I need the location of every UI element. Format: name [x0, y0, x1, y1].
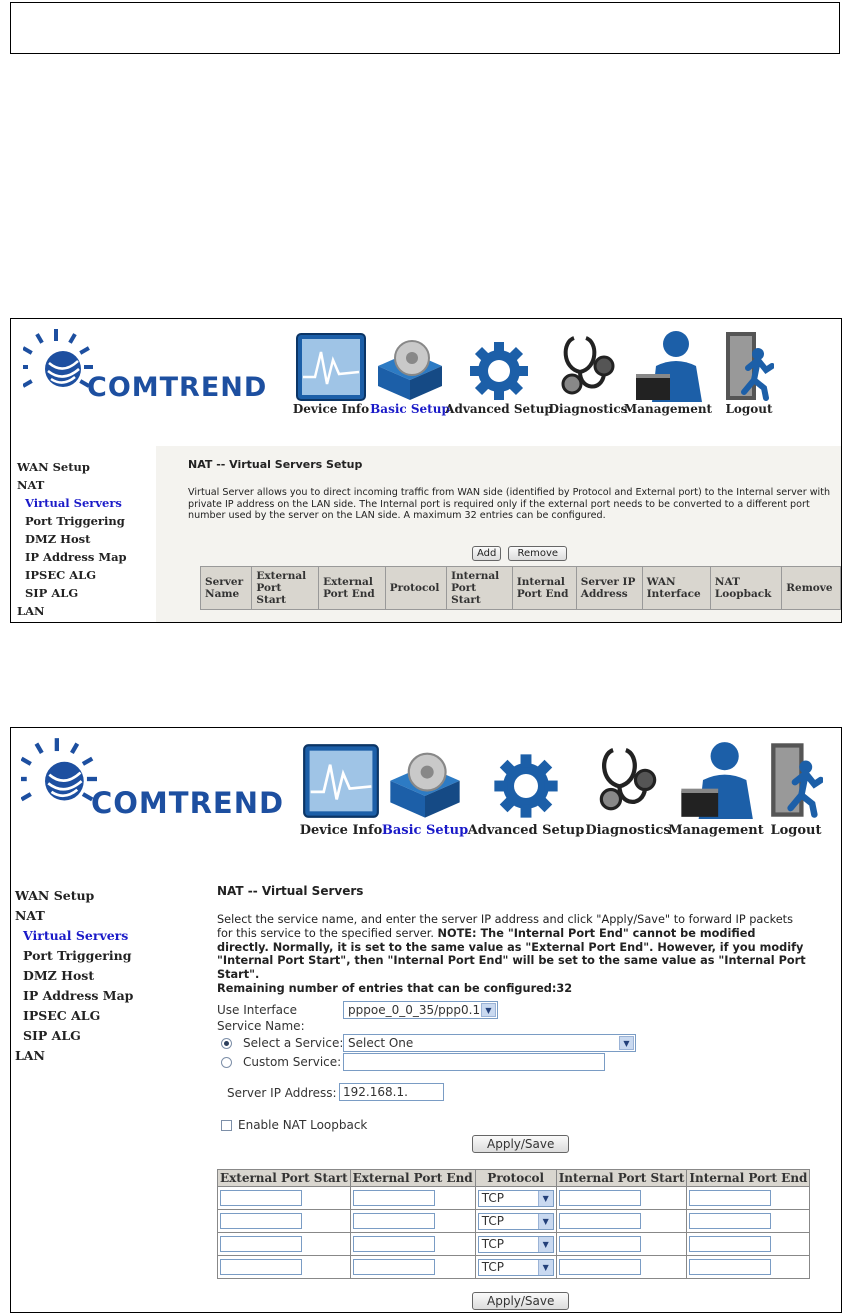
column-header-text: External: [323, 576, 373, 589]
sidebar-item-lan[interactable]: LAN: [17, 604, 45, 618]
select-service-label: Select a Service:: [243, 1036, 344, 1050]
sidebar-item-ip-address-map[interactable]: IP Address Map: [25, 550, 127, 564]
logo-text: COMTREND: [91, 786, 285, 820]
select-service-dropdown[interactable]: [343, 1034, 636, 1052]
header: [11, 728, 841, 859]
header: [11, 319, 841, 447]
table-cell: [556, 1187, 687, 1210]
column-header: [319, 567, 386, 610]
column-header: [782, 567, 841, 610]
external-port-start-input[interactable]: [220, 1259, 302, 1275]
nav-label: Advanced Setup: [467, 823, 585, 838]
table-row: [218, 1210, 810, 1233]
column-header-text: Address: [580, 588, 628, 601]
column-header-text: Remove: [786, 582, 833, 595]
nav-label: Basic Setup: [370, 402, 450, 416]
server-ip-input[interactable]: [339, 1083, 444, 1101]
logo-burst-icon: [23, 327, 93, 407]
nav-label: Device Info: [299, 823, 383, 838]
nav-advanced-setup[interactable]: [467, 732, 585, 838]
stethoscope-icon: [558, 324, 618, 402]
column-header: [447, 567, 513, 610]
sidebar-item-virtual-servers[interactable]: Virtual Servers: [25, 496, 122, 510]
table-cell: [556, 1256, 687, 1279]
screenshot-virtual-servers-form: [10, 727, 842, 1313]
column-header-text: Name: [205, 588, 240, 601]
internal-port-end-input[interactable]: [689, 1190, 771, 1206]
external-port-end-input[interactable]: [353, 1236, 435, 1252]
table-cell: [475, 1256, 556, 1279]
column-header: [576, 567, 642, 610]
column-header: [512, 567, 576, 610]
column-header-text: Port End: [516, 588, 569, 601]
sidebar-item-port-triggering[interactable]: Port Triggering: [25, 514, 125, 528]
protocol-select[interactable]: [478, 1236, 554, 1253]
internal-port-start-input[interactable]: [559, 1259, 641, 1275]
sidebar-item-ipsec-alg[interactable]: IPSEC ALG: [23, 1008, 101, 1023]
table-cell: [218, 1233, 351, 1256]
sidebar-item-nat[interactable]: NAT: [17, 478, 45, 492]
nav-basic-setup[interactable]: [371, 324, 449, 416]
sidebar-item-port-triggering[interactable]: Port Triggering: [23, 948, 132, 963]
chevron-down-icon: ▼: [538, 1260, 553, 1275]
server-ip-label: Server IP Address:: [227, 1086, 337, 1100]
service-name-label: Service Name:: [217, 1019, 305, 1033]
description-text: Select the service name, and enter the server IP address and click "Apply/Save" to forward IP packets for this service to the specified server.: [217, 913, 793, 940]
sidebar-item-sip-alg[interactable]: SIP ALG: [23, 1028, 81, 1043]
device-info-icon: [302, 732, 380, 820]
table-cell: [350, 1187, 475, 1210]
server-ip-value: 192.168.1.: [343, 1085, 408, 1099]
sidebar-item-ipsec-alg[interactable]: IPSEC ALG: [25, 568, 97, 582]
column-header-text: NAT: [714, 576, 740, 589]
column-header-text: Loopback: [714, 588, 772, 601]
protocol-select[interactable]: [478, 1259, 554, 1276]
table-header-row: [218, 1170, 810, 1187]
nav-label: Diagnostics: [585, 823, 671, 838]
external-port-start-input[interactable]: [220, 1236, 302, 1252]
comtrend-logo: [23, 327, 283, 437]
column-header: External Port End: [350, 1170, 475, 1187]
nav-management[interactable]: [668, 732, 764, 838]
column-header-text: Internal: [516, 576, 565, 589]
table-cell: [350, 1256, 475, 1279]
management-icon: [632, 324, 704, 402]
external-port-start-input[interactable]: [220, 1190, 302, 1206]
column-header-text: Protocol: [389, 582, 440, 595]
description-note: NOTE: The "Internal Port End" cannot be modified directly. Normally, it is set to the same value as "External Port End". However, if you modify "Internal Port Start", then "Internal Port End" will be set to the same value as "Internal Port Start".: [217, 926, 806, 982]
nat-loopback-checkbox[interactable]: [221, 1120, 232, 1131]
table-cell: [350, 1210, 475, 1233]
main-panel: [156, 446, 841, 622]
table-cell: [475, 1233, 556, 1256]
chevron-down-icon: ▼: [619, 1036, 634, 1050]
nav-management[interactable]: [623, 324, 713, 416]
table-row: [218, 1187, 810, 1210]
sidebar-item-dmz-host[interactable]: DMZ Host: [25, 532, 91, 546]
column-header-text: Internal: [451, 570, 500, 582]
top-border-box: [10, 2, 840, 54]
table-cell: [687, 1187, 810, 1210]
gear-icon: [490, 732, 562, 820]
page-title: NAT -- Virtual Servers Setup: [188, 458, 363, 471]
internal-port-end-input[interactable]: [689, 1213, 771, 1229]
nav-basic-setup[interactable]: [383, 732, 467, 838]
sidebar-item-wan-setup[interactable]: WAN Setup: [17, 460, 90, 474]
device-info-icon: [295, 324, 367, 402]
protocol-value: TCP: [481, 1214, 504, 1228]
page-description: Virtual Server allows you to direct incoming traffic from WAN side (identified by Protocol and External port) to the Internal server with private IP address on the LAN side. The Internal port is required only if the external port needs to be converted to a different port number used by the server on the LAN side. A maximum 32 entries can be configured.: [188, 487, 831, 521]
screenshot-virtual-servers-setup: [10, 318, 842, 623]
column-header-text: Server IP: [580, 576, 636, 589]
sidebar-item-sip-alg[interactable]: SIP ALG: [25, 586, 79, 600]
table-row: [218, 1233, 810, 1256]
column-header: [201, 567, 252, 610]
table-cell: [475, 1187, 556, 1210]
use-interface-select[interactable]: [343, 1001, 498, 1019]
column-header: Internal Port Start: [556, 1170, 687, 1187]
column-header: External Port Start: [218, 1170, 351, 1187]
column-header: [642, 567, 710, 610]
top-nav: [291, 324, 789, 416]
nav-label: Management: [668, 823, 764, 838]
sidebar-item-wan-setup[interactable]: WAN Setup: [15, 888, 95, 903]
internal-port-end-input[interactable]: [689, 1259, 771, 1275]
virtual-server-form: [181, 858, 841, 1312]
nav-label: Logout: [725, 402, 773, 416]
external-port-start-input[interactable]: [220, 1213, 302, 1229]
internal-port-end-input[interactable]: [689, 1236, 771, 1252]
sidebar: [11, 446, 162, 623]
column-header-text: Port End: [323, 588, 375, 601]
select-service-value: Select One: [348, 1036, 414, 1050]
sidebar-item-dmz-host[interactable]: DMZ Host: [23, 968, 95, 983]
virtual-servers-table: [200, 566, 841, 610]
column-header-text: External: [256, 570, 307, 582]
external-port-end-input[interactable]: [353, 1190, 435, 1206]
table-cell: [218, 1187, 351, 1210]
column-header-text: Interface: [646, 588, 701, 601]
use-interface-label: Use Interface: [217, 1003, 297, 1017]
use-interface-value: pppoe_0_0_35/ppp0.1: [348, 1003, 481, 1017]
management-icon: [677, 732, 755, 820]
column-header: [385, 567, 446, 610]
basic-setup-icon: [386, 732, 464, 820]
nav-label: Management: [623, 402, 713, 416]
table-cell: [687, 1210, 810, 1233]
column-header: [252, 567, 319, 610]
protocol-value: TCP: [481, 1260, 504, 1274]
sidebar-item-nat[interactable]: NAT: [15, 908, 45, 923]
select-service-radio[interactable]: [221, 1038, 232, 1049]
table-cell: [218, 1210, 351, 1233]
internal-port-start-input[interactable]: [559, 1236, 641, 1252]
table-header-row: [201, 567, 841, 610]
table-cell: [475, 1210, 556, 1233]
protocol-select[interactable]: [478, 1190, 554, 1207]
internal-port-start-input[interactable]: [559, 1190, 641, 1206]
nav-diagnostics[interactable]: [549, 324, 627, 416]
sidebar-item-lan[interactable]: LAN: [15, 1048, 45, 1063]
logo-text: COMTREND: [87, 372, 268, 403]
column-header: Protocol: [475, 1170, 556, 1187]
custom-service-label: Custom Service:: [243, 1055, 342, 1069]
nav-label: Advanced Setup: [445, 402, 553, 416]
main-panel: [181, 858, 841, 1312]
protocol-value: TCP: [481, 1191, 504, 1205]
apply-save-button[interactable]: Apply/Save: [472, 1135, 569, 1153]
column-header: [710, 567, 781, 610]
custom-service-radio[interactable]: [221, 1057, 232, 1068]
chevron-down-icon: ▼: [538, 1214, 553, 1229]
top-nav: [299, 732, 831, 838]
comtrend-logo: [21, 736, 306, 846]
nav-logout[interactable]: [709, 324, 789, 416]
logout-icon: [769, 732, 823, 820]
protocol-select[interactable]: [478, 1213, 554, 1230]
column-header: Internal Port End: [687, 1170, 810, 1187]
basic-setup-icon: [374, 324, 446, 402]
external-port-end-input[interactable]: [353, 1259, 435, 1275]
table-cell: [556, 1210, 687, 1233]
nav-device-info[interactable]: [291, 324, 371, 416]
table-cell: [218, 1256, 351, 1279]
chevron-down-icon: ▼: [481, 1003, 496, 1017]
nat-loopback-label: Enable NAT Loopback: [238, 1118, 368, 1132]
port-mapping-table: [217, 1169, 810, 1279]
logout-icon: [724, 324, 774, 402]
sidebar-item-virtual-servers[interactable]: Virtual Servers: [23, 928, 129, 943]
table-cell: [350, 1233, 475, 1256]
nav-diagnostics[interactable]: [585, 732, 671, 838]
chevron-down-icon: ▼: [538, 1191, 553, 1206]
table-cell: [556, 1233, 687, 1256]
chevron-down-icon: ▼: [538, 1237, 553, 1252]
internal-port-start-input[interactable]: [559, 1213, 641, 1229]
custom-service-input[interactable]: [343, 1053, 605, 1071]
nav-logout[interactable]: [761, 732, 831, 838]
remove-button[interactable]: Remove: [508, 546, 567, 561]
nav-label: Basic Setup: [381, 823, 469, 838]
apply-save-button-bottom[interactable]: Apply/Save: [472, 1292, 569, 1310]
table-cell: [687, 1256, 810, 1279]
nav-label: Logout: [770, 823, 822, 838]
add-button[interactable]: Add: [472, 546, 501, 561]
column-header-text: Port Start: [451, 582, 481, 607]
nav-device-info[interactable]: [299, 732, 383, 838]
stethoscope-icon: [596, 732, 660, 820]
table-cell: [687, 1233, 810, 1256]
column-header-text: WAN: [646, 576, 676, 589]
logo-burst-icon: [21, 736, 97, 822]
protocol-value: TCP: [481, 1237, 504, 1251]
gear-icon: [466, 324, 532, 402]
column-header-text: Server: [205, 576, 244, 589]
column-header-text: Port Start: [256, 582, 287, 607]
remaining-entries: Remaining number of entries that can be configured:32: [217, 981, 573, 995]
nav-label: Device Info: [292, 402, 370, 416]
action-buttons: [472, 541, 567, 561]
nav-label: Diagnostics: [548, 402, 628, 416]
table-row: [218, 1256, 810, 1279]
sidebar-item-ip-address-map[interactable]: IP Address Map: [23, 988, 134, 1003]
sidebar: [11, 858, 185, 1313]
external-port-end-input[interactable]: [353, 1213, 435, 1229]
nav-advanced-setup[interactable]: [445, 324, 553, 416]
page-title: NAT -- Virtual Servers: [217, 884, 364, 898]
